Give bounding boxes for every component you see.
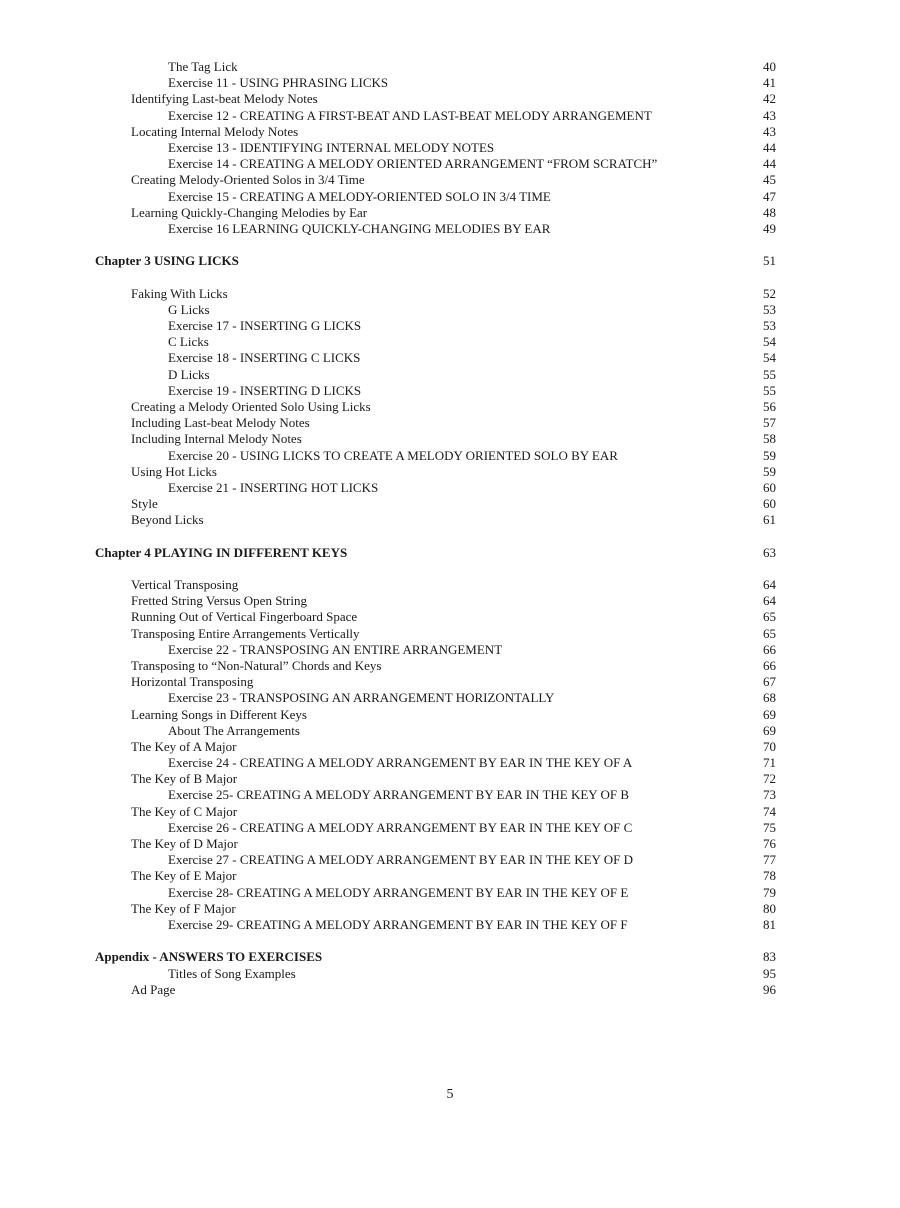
toc-entry-title: D Licks [168, 366, 210, 382]
toc-entry-title: Exercise 22 - TRANSPOSING AN ENTIRE ARRANGEMENT [168, 641, 503, 657]
toc-entry-title: C Licks [168, 334, 209, 350]
toc-entry-page: 61 [763, 512, 776, 528]
toc-subsection-entry [0, 221, 900, 237]
toc-entry-title: Horizontal Transposing [131, 674, 254, 690]
toc-entry-page: 70 [763, 738, 776, 754]
page-number: 5 [446, 1087, 454, 1102]
toc-entry-title: Including Last-beat Melody Notes [131, 415, 310, 431]
toc-entry-title: Exercise 27 - CREATING A MELODY ARRANGEMENT BY EAR IN THE KEY OF D [168, 852, 633, 868]
toc-section-entry [0, 868, 900, 884]
toc-section-entry [0, 577, 900, 593]
toc-entry-page: 66 [763, 641, 776, 657]
toc-entry-title: Exercise 15 - CREATING A MELODY-ORIENTED SOLO IN 3/4 TIME [168, 188, 551, 204]
toc-entry-page: 54 [763, 334, 776, 350]
toc-entry-page: 66 [763, 657, 776, 673]
toc-subsection-entry [0, 75, 900, 91]
table-of-contents [0, 59, 900, 998]
toc-subsection-entry [0, 966, 900, 982]
toc-subsection-entry [0, 302, 900, 318]
toc-entry-page: 79 [763, 884, 776, 900]
toc-section-entry [0, 415, 900, 431]
toc-spacer [0, 269, 900, 285]
toc-entry-title: Running Out of Vertical Fingerboard Space [131, 609, 358, 625]
toc-subsection-entry [0, 787, 900, 803]
toc-subsection-entry [0, 820, 900, 836]
toc-subsection-entry [0, 367, 900, 383]
toc-entry-page: 57 [763, 415, 776, 431]
toc-entry-title: Exercise 18 - INSERTING C LICKS [168, 350, 361, 366]
toc-entry-title: Learning Songs in Different Keys [131, 706, 307, 722]
toc-entry-page: 54 [763, 350, 776, 366]
toc-entry-title: Including Internal Melody Notes [131, 431, 302, 447]
toc-entry-title: Creating a Melody Oriented Solo Using Licks [131, 398, 371, 414]
toc-entry-title: Exercise 14 - CREATING A MELODY ORIENTED ARRANGEMENT “FROM SCRATCH” [168, 156, 658, 172]
toc-section-entry [0, 431, 900, 447]
toc-entry-title: Using Hot Licks [131, 463, 217, 479]
toc-section-entry [0, 399, 900, 415]
toc-entry-title: Exercise 23 - TRANSPOSING AN ARRANGEMENT HORIZONTALLY [168, 690, 555, 706]
toc-section-entry [0, 674, 900, 690]
toc-entry-page: 96 [763, 981, 776, 997]
toc-entry-page: 52 [763, 285, 776, 301]
toc-entry-page: 73 [763, 787, 776, 803]
toc-entry-title: Chapter 3 USING LICKS [95, 253, 239, 269]
toc-entry-title: Chapter 4 PLAYING IN DIFFERENT KEYS [95, 544, 348, 560]
toc-entry-title: The Tag Lick [168, 59, 238, 74]
toc-section-entry [0, 205, 900, 221]
toc-entry-title: The Key of E Major [131, 868, 237, 884]
toc-entry-title: G Licks [168, 301, 210, 317]
toc-entry-title: Beyond Licks [131, 512, 204, 528]
toc-section-entry [0, 707, 900, 723]
toc-entry-page: 76 [763, 836, 776, 851]
toc-entry-page: 65 [763, 609, 776, 625]
toc-entry-title: Exercise 26 - CREATING A MELODY ARRANGEMENT BY EAR IN THE KEY OF C [168, 819, 633, 835]
toc-entry-page: 48 [763, 204, 776, 220]
toc-section-entry [0, 593, 900, 609]
toc-entry-page: 80 [763, 900, 776, 916]
toc-chapter-heading [0, 545, 900, 561]
toc-section-entry [0, 901, 900, 917]
toc-entry-page: 44 [763, 156, 776, 172]
toc-section-entry [0, 286, 900, 302]
toc-subsection-entry [0, 852, 900, 868]
toc-entry-title: Identifying Last-beat Melody Notes [131, 91, 318, 107]
toc-entry-title: The Key of C Major [131, 803, 238, 819]
toc-subsection-entry [0, 885, 900, 901]
toc-entry-page: 63 [763, 544, 776, 560]
toc-entry-page: 77 [763, 852, 776, 868]
toc-entry-title: The Key of A Major [131, 738, 237, 754]
toc-entry-title: Style [131, 496, 158, 512]
toc-entry-page: 69 [763, 706, 776, 722]
toc-subsection-entry [0, 755, 900, 771]
toc-entry-page: 43 [763, 123, 776, 139]
toc-entry-title: Fretted String Versus Open String [131, 593, 307, 609]
toc-entry-page: 55 [763, 382, 776, 398]
toc-entry-title: Exercise 29- CREATING A MELODY ARRANGEMENT BY EAR IN THE KEY OF F [168, 916, 628, 932]
toc-entry-page: 56 [763, 398, 776, 414]
toc-section-entry [0, 172, 900, 188]
toc-entry-page: 65 [763, 625, 776, 641]
toc-entry-title: About The Arrangements [168, 722, 300, 738]
toc-section-entry [0, 609, 900, 625]
toc-entry-title: The Key of F Major [131, 900, 236, 916]
toc-entry-page: 69 [763, 722, 776, 738]
toc-entry-title: Transposing Entire Arrangements Vertically [131, 625, 360, 641]
toc-spacer [0, 528, 900, 544]
toc-subsection-entry [0, 383, 900, 399]
toc-entry-page: 49 [763, 220, 776, 236]
toc-entry-page: 75 [763, 819, 776, 835]
toc-entry-title: Exercise 21 - INSERTING HOT LICKS [168, 479, 379, 495]
toc-subsection-entry [0, 156, 900, 172]
toc-subsection-entry [0, 448, 900, 464]
toc-subsection-entry [0, 189, 900, 205]
toc-entry-page: 67 [763, 674, 776, 690]
toc-entry-page: 40 [763, 59, 776, 74]
toc-section-entry [0, 512, 900, 528]
toc-subsection-entry [0, 480, 900, 496]
toc-entry-page: 64 [763, 577, 776, 592]
toc-entry-page: 60 [763, 496, 776, 512]
toc-entry-page: 59 [763, 463, 776, 479]
toc-entry-page: 43 [763, 107, 776, 123]
toc-entry-title: Faking With Licks [131, 285, 228, 301]
toc-entry-page: 83 [763, 949, 776, 965]
toc-section-entry [0, 804, 900, 820]
toc-chapter-heading [0, 253, 900, 269]
toc-subsection-entry [0, 140, 900, 156]
toc-entry-title: Exercise 25- CREATING A MELODY ARRANGEMENT BY EAR IN THE KEY OF B [168, 787, 629, 803]
toc-entry-page: 71 [763, 755, 776, 771]
toc-section-entry [0, 771, 900, 787]
toc-entry-page: 72 [763, 771, 776, 787]
toc-entry-page: 53 [763, 301, 776, 317]
toc-subsection-entry [0, 108, 900, 124]
toc-section-entry [0, 124, 900, 140]
toc-entry-page: 59 [763, 447, 776, 463]
toc-entry-title: Locating Internal Melody Notes [131, 123, 299, 139]
toc-subsection-entry [0, 350, 900, 366]
toc-section-entry [0, 836, 900, 852]
toc-entry-title: Titles of Song Examples [168, 965, 296, 981]
toc-chapter-heading [0, 949, 900, 965]
toc-entry-title: The Key of D Major [131, 836, 238, 851]
toc-entry-page: 44 [763, 139, 776, 155]
toc-entry-title: Exercise 19 - INSERTING D LICKS [168, 382, 362, 398]
toc-entry-title: Exercise 24 - CREATING A MELODY ARRANGEMENT BY EAR IN THE KEY OF A [168, 755, 633, 771]
toc-entry-page: 47 [763, 188, 776, 204]
toc-entry-page: 60 [763, 479, 776, 495]
toc-subsection-entry [0, 690, 900, 706]
toc-entry-title: Appendix - ANSWERS TO EXERCISES [95, 949, 323, 965]
toc-section-entry [0, 464, 900, 480]
toc-entry-title: The Key of B Major [131, 771, 238, 787]
toc-entry-page: 58 [763, 431, 776, 447]
toc-entry-title: Exercise 20 - USING LICKS TO CREATE A MELODY ORIENTED SOLO BY EAR [168, 447, 618, 463]
toc-subsection-entry [0, 723, 900, 739]
toc-entry-page: 42 [763, 91, 776, 107]
toc-entry-page: 68 [763, 690, 776, 706]
toc-entry-title: Ad Page [131, 981, 176, 997]
toc-entry-page: 55 [763, 366, 776, 382]
toc-section-entry [0, 739, 900, 755]
toc-entry-title: Vertical Transposing [131, 577, 239, 592]
toc-entry-title: Transposing to “Non-Natural” Chords and Keys [131, 657, 382, 673]
toc-entry-page: 78 [763, 868, 776, 884]
toc-subsection-entry [0, 334, 900, 350]
toc-subsection-entry [0, 59, 900, 75]
toc-section-entry [0, 91, 900, 107]
toc-entry-page: 51 [763, 253, 776, 269]
toc-section-entry [0, 658, 900, 674]
toc-entry-title: Exercise 16 LEARNING QUICKLY-CHANGING MELODIES BY EAR [168, 220, 551, 236]
toc-entry-title: Creating Melody-Oriented Solos in 3/4 Time [131, 172, 365, 188]
toc-subsection-entry [0, 318, 900, 334]
toc-subsection-entry [0, 642, 900, 658]
toc-entry-title: Exercise 28- CREATING A MELODY ARRANGEMENT BY EAR IN THE KEY OF E [168, 884, 629, 900]
toc-spacer [0, 237, 900, 253]
toc-section-entry [0, 982, 900, 998]
toc-entry-page: 53 [763, 318, 776, 333]
toc-spacer [0, 933, 900, 949]
toc-entry-page: 81 [763, 916, 776, 932]
toc-entry-page: 95 [763, 965, 776, 981]
toc-entry-title: Exercise 12 - CREATING A FIRST-BEAT AND LAST-BEAT MELODY ARRANGEMENT [168, 107, 652, 123]
toc-entry-page: 45 [763, 172, 776, 188]
toc-entry-title: Exercise 17 - INSERTING G LICKS [168, 318, 362, 333]
toc-section-entry [0, 496, 900, 512]
toc-entry-page: 64 [763, 593, 776, 609]
toc-entry-title: Learning Quickly-Changing Melodies by Ear [131, 204, 368, 220]
toc-subsection-entry [0, 917, 900, 933]
toc-section-entry [0, 626, 900, 642]
toc-entry-title: Exercise 13 - IDENTIFYING INTERNAL MELODY NOTES [168, 139, 495, 155]
toc-entry-title: Exercise 11 - USING PHRASING LICKS [168, 75, 389, 91]
toc-spacer [0, 561, 900, 577]
toc-entry-page: 41 [763, 75, 776, 91]
toc-entry-page: 74 [763, 803, 776, 819]
